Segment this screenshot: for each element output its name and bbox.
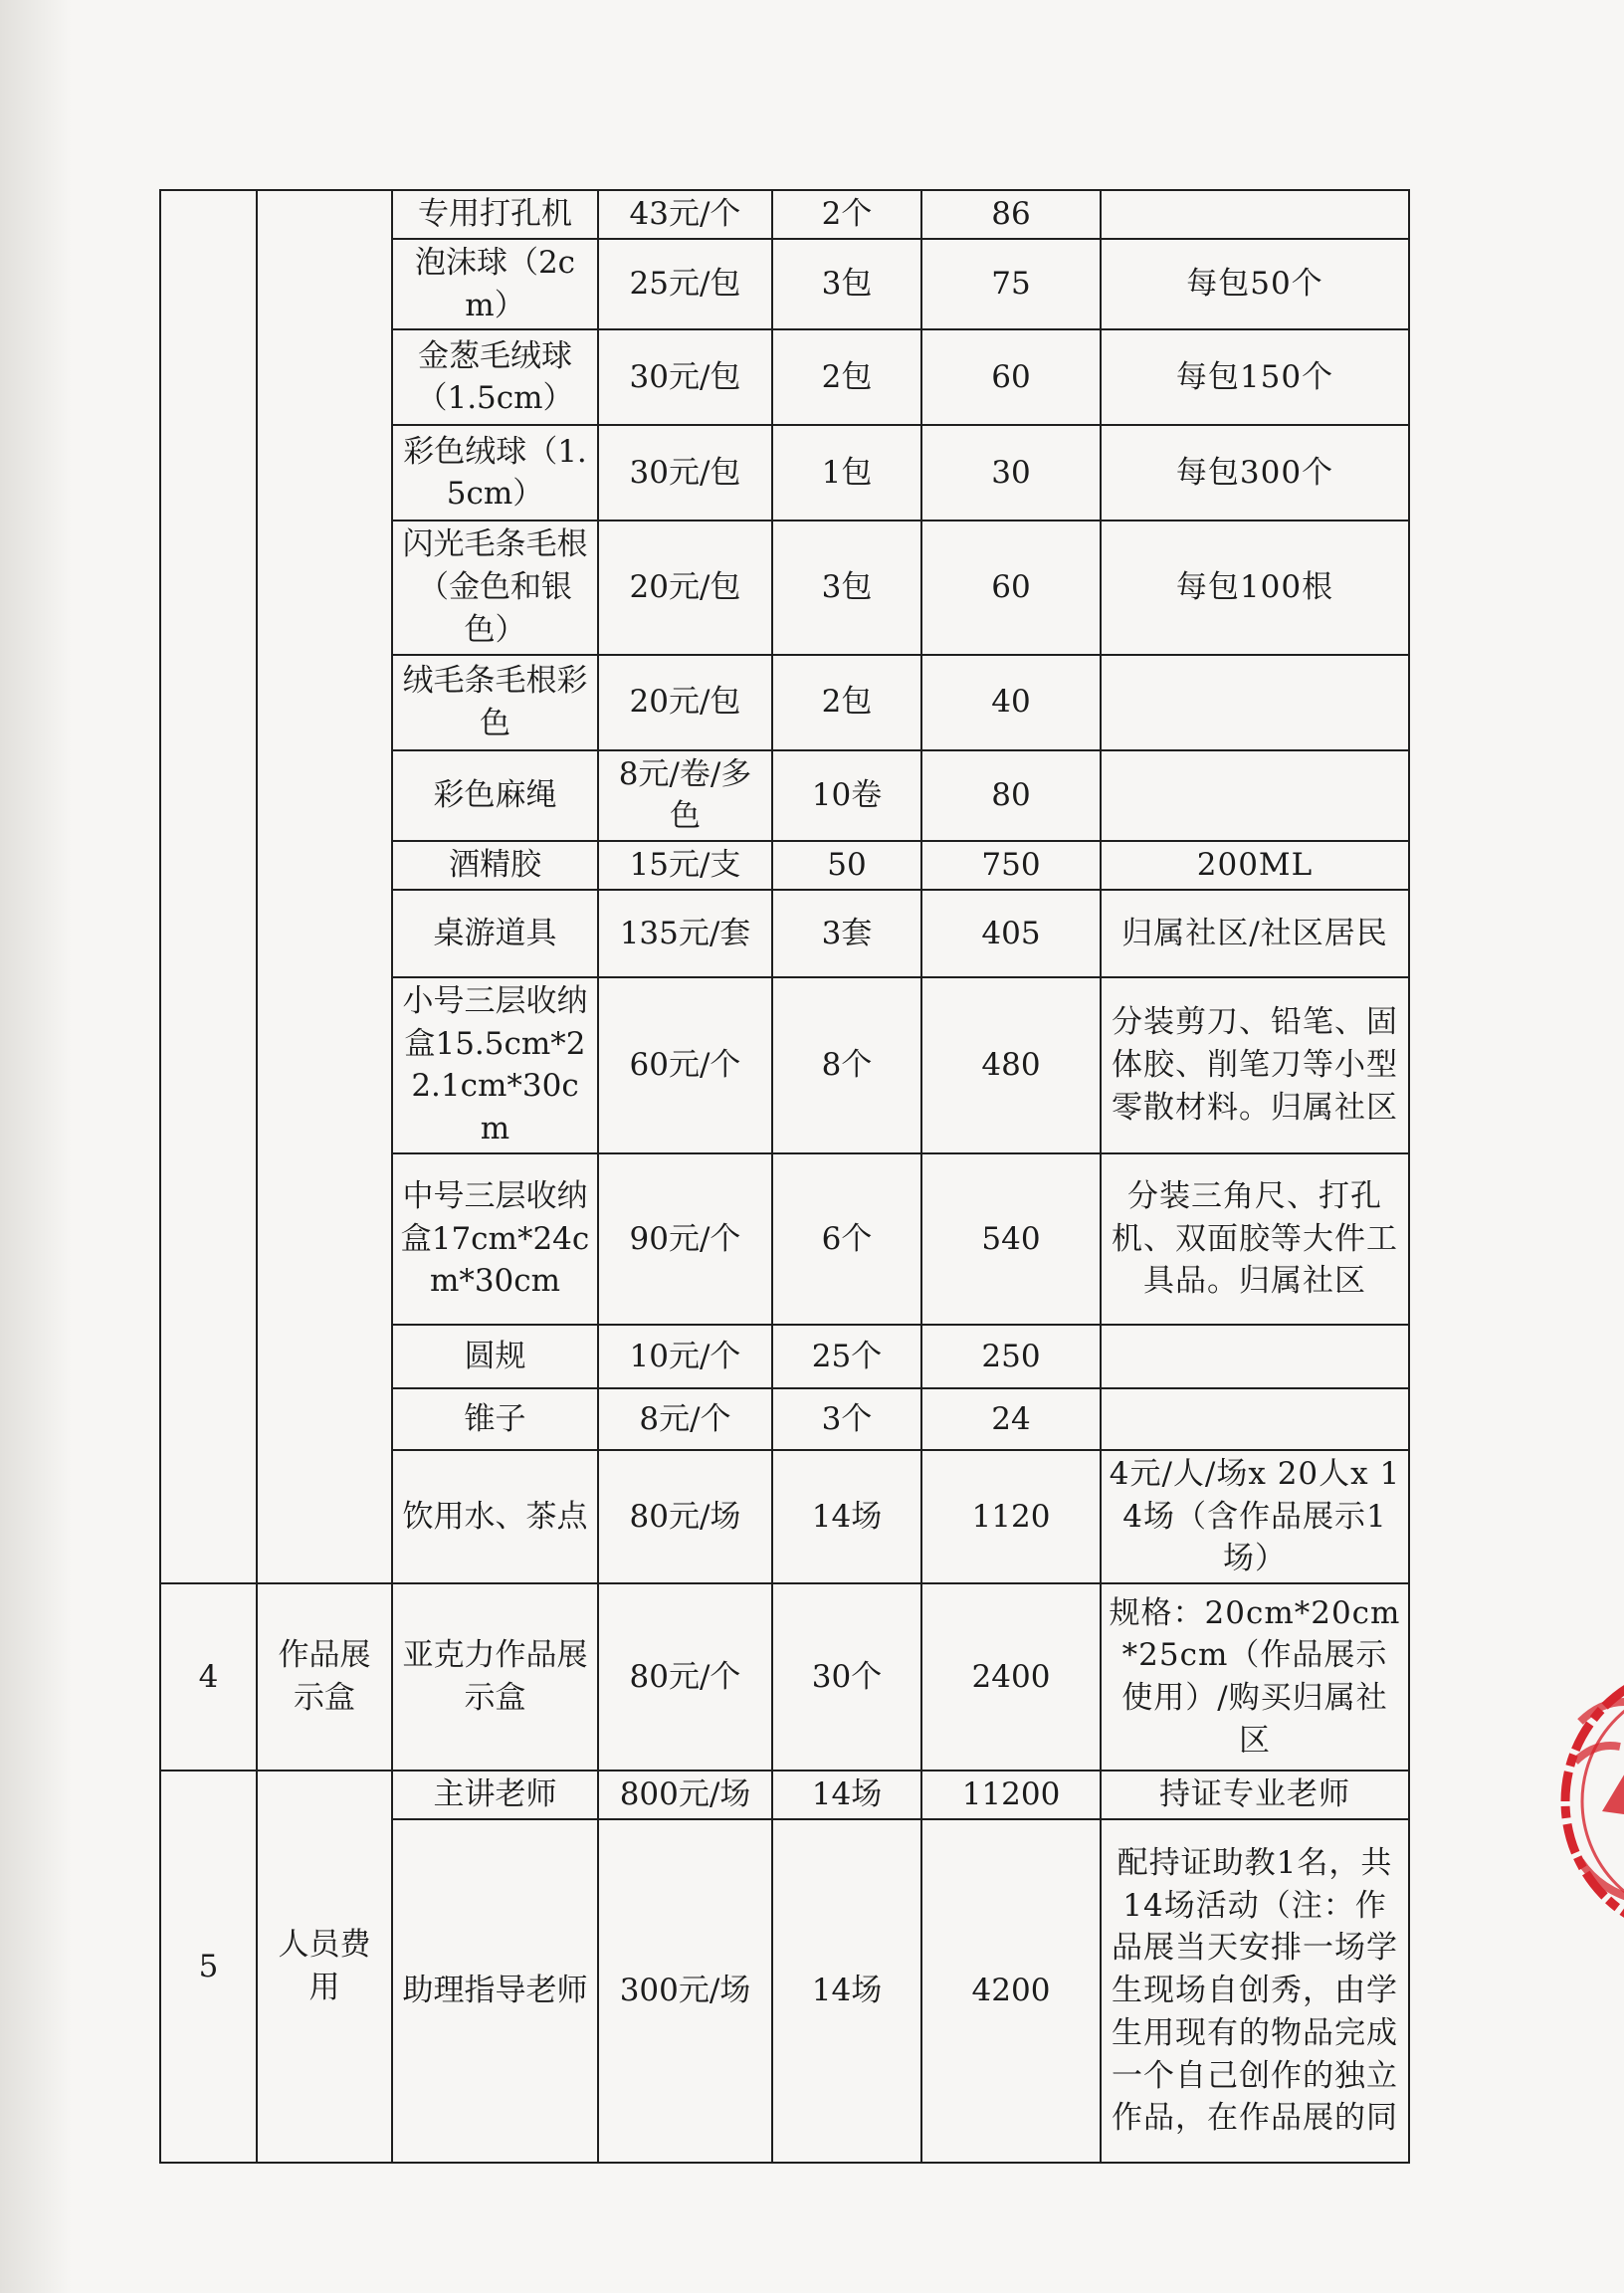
- total-cell: 24: [921, 1388, 1101, 1450]
- note-cell: 规格：20cm*20cm*25cm（作品展示使用）/购买归属社区: [1101, 1583, 1409, 1771]
- item-cell: 专用打孔机: [392, 190, 598, 239]
- price-cell: 30元/包: [598, 425, 772, 521]
- qty-cell: 8个: [772, 977, 921, 1153]
- total-cell: 60: [921, 329, 1101, 425]
- index-cell: 5: [160, 1771, 257, 2163]
- item-cell: 绒毛条毛根彩色: [392, 655, 598, 750]
- item-cell: 酒精胶: [392, 841, 598, 890]
- qty-cell: 6个: [772, 1153, 921, 1325]
- qty-cell: 14场: [772, 1771, 921, 1819]
- note-cell: 归属社区/社区居民: [1101, 890, 1409, 977]
- price-cell: 8元/卷/多色: [598, 750, 772, 842]
- qty-cell: 14场: [772, 1450, 921, 1583]
- price-cell: 30元/包: [598, 329, 772, 425]
- category-cell: [257, 190, 392, 1583]
- item-cell: 锥子: [392, 1388, 598, 1450]
- budget-table: [159, 189, 1410, 2164]
- qty-cell: 14场: [772, 1819, 921, 2163]
- item-cell: 助理指导老师: [392, 1819, 598, 2163]
- price-cell: 25元/包: [598, 239, 772, 330]
- price-cell: 8元/个: [598, 1388, 772, 1450]
- note-cell: [1101, 190, 1409, 239]
- price-cell: 20元/包: [598, 521, 772, 654]
- total-cell: 250: [921, 1325, 1101, 1388]
- table-row-section-5: [160, 1771, 1409, 1819]
- index-cell: 4: [160, 1583, 257, 1771]
- price-cell: 80元/场: [598, 1450, 772, 1583]
- total-cell: 86: [921, 190, 1101, 239]
- qty-cell: 3包: [772, 521, 921, 654]
- total-cell: 40: [921, 655, 1101, 750]
- note-cell: 分装三角尺、打孔机、双面胶等大件工具品。归属社区: [1101, 1153, 1409, 1325]
- note-cell: 200ML: [1101, 841, 1409, 890]
- note-cell: [1101, 1388, 1409, 1450]
- table-row: [160, 190, 1409, 239]
- note-cell: [1101, 750, 1409, 842]
- item-cell: 中号三层收纳盒17cm*24cm*30cm: [392, 1153, 598, 1325]
- qty-cell: 50: [772, 841, 921, 890]
- qty-cell: 2包: [772, 329, 921, 425]
- item-cell: 闪光毛条毛根（金色和银色）: [392, 521, 598, 654]
- item-cell: 金葱毛绒球（1.5cm）: [392, 329, 598, 425]
- item-cell: 泡沫球（2cm）: [392, 239, 598, 330]
- total-cell: 480: [921, 977, 1101, 1153]
- note-cell: 每包300个: [1101, 425, 1409, 521]
- qty-cell: 30个: [772, 1583, 921, 1771]
- note-cell: 分装剪刀、铅笔、固体胶、削笔刀等小型零散材料。归属社区: [1101, 977, 1409, 1153]
- price-cell: 43元/个: [598, 190, 772, 239]
- total-cell: 75: [921, 239, 1101, 330]
- note-cell: 每包150个: [1101, 329, 1409, 425]
- total-cell: 540: [921, 1153, 1101, 1325]
- item-cell: 圆规: [392, 1325, 598, 1388]
- price-cell: 10元/个: [598, 1325, 772, 1388]
- total-cell: 2400: [921, 1583, 1101, 1771]
- total-cell: 4200: [921, 1819, 1101, 2163]
- item-cell: 彩色绒球（1.5cm）: [392, 425, 598, 521]
- price-cell: 15元/支: [598, 841, 772, 890]
- total-cell: 11200: [921, 1771, 1101, 1819]
- price-cell: 135元/套: [598, 890, 772, 977]
- qty-cell: 2包: [772, 655, 921, 750]
- note-cell: 4元/人/场x 20人x 14场（含作品展示1场）: [1101, 1450, 1409, 1583]
- red-seal-stamp: [1540, 1652, 1624, 1951]
- index-cell: [160, 190, 257, 1583]
- item-cell: 桌游道具: [392, 890, 598, 977]
- note-cell: 每包100根: [1101, 521, 1409, 654]
- item-cell: 亚克力作品展示盒: [392, 1583, 598, 1771]
- qty-cell: 3套: [772, 890, 921, 977]
- page-left-edge-shadow: [0, 0, 72, 2293]
- table-row-section-4: [160, 1583, 1409, 1771]
- price-cell: 80元/个: [598, 1583, 772, 1771]
- price-cell: 60元/个: [598, 977, 772, 1153]
- total-cell: 60: [921, 521, 1101, 654]
- note-cell: [1101, 655, 1409, 750]
- price-cell: 20元/包: [598, 655, 772, 750]
- item-cell: 饮用水、茶点: [392, 1450, 598, 1583]
- category-cell: 作品展示盒: [257, 1583, 392, 1771]
- total-cell: 750: [921, 841, 1101, 890]
- qty-cell: 25个: [772, 1325, 921, 1388]
- qty-cell: 3包: [772, 239, 921, 330]
- item-cell: 主讲老师: [392, 1771, 598, 1819]
- qty-cell: 2个: [772, 190, 921, 239]
- qty-cell: 1包: [772, 425, 921, 521]
- note-cell: 每包50个: [1101, 239, 1409, 330]
- total-cell: 80: [921, 750, 1101, 842]
- note-cell: 持证专业老师: [1101, 1771, 1409, 1819]
- price-cell: 300元/场: [598, 1819, 772, 2163]
- total-cell: 30: [921, 425, 1101, 521]
- note-cell: 配持证助教1名，共14场活动（注：作品展当天安排一场学生现场自创秀，由学生用现有的物品完成一个自己创作的独立作品，在作品展的同: [1101, 1819, 1409, 2163]
- price-cell: 800元/场: [598, 1771, 772, 1819]
- price-cell: 90元/个: [598, 1153, 772, 1325]
- total-cell: 1120: [921, 1450, 1101, 1583]
- item-cell: 彩色麻绳: [392, 750, 598, 842]
- item-cell: 小号三层收纳盒15.5cm*22.1cm*30cm: [392, 977, 598, 1153]
- total-cell: 405: [921, 890, 1101, 977]
- qty-cell: 3个: [772, 1388, 921, 1450]
- category-cell: 人员费用: [257, 1771, 392, 2163]
- note-cell: [1101, 1325, 1409, 1388]
- qty-cell: 10卷: [772, 750, 921, 842]
